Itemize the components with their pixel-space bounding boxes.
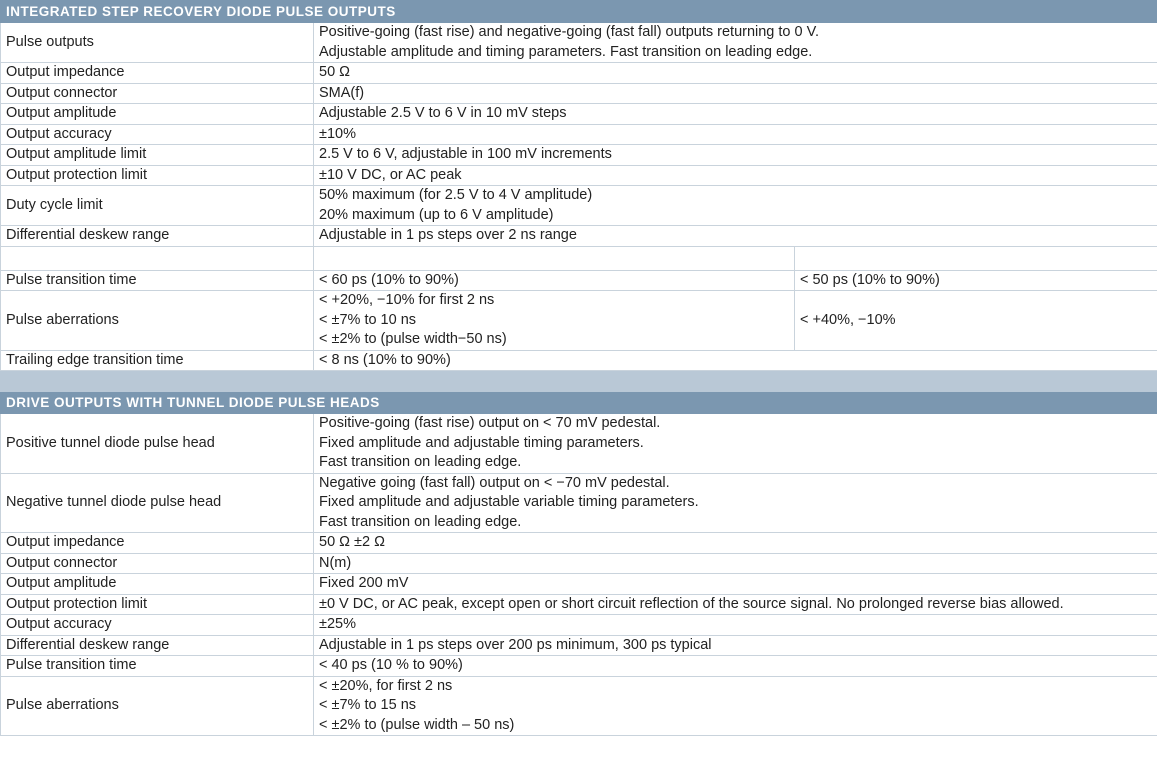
section-header: [1, 392, 1157, 414]
row-label: Output protection limit: [1, 165, 314, 186]
row-value: [314, 414, 1157, 474]
value-line: Adjustable amplitude and timing parameters. Fast transition on leading edge.: [319, 43, 813, 60]
value-line: 50 Ω: [319, 64, 350, 80]
value-line: < +20%, −10% for first 2 ns: [319, 292, 495, 308]
row-value-right: [795, 270, 1157, 291]
table-row: [1, 594, 1157, 615]
section-header: [1, 1, 1157, 23]
row-value-left: [314, 270, 795, 291]
row-label: Negative tunnel diode pulse head: [1, 473, 314, 533]
row-label: Pulse transition time: [1, 270, 314, 291]
row-value: [314, 615, 1157, 636]
row-value: [314, 165, 1157, 186]
spacer-row: [1, 246, 1157, 270]
value-line: < 40 ps (10 % to 90%): [319, 657, 463, 673]
value-line: < ±2% to (pulse width−50 ns): [319, 331, 507, 347]
value-line: Positive-going (fast rise) and negative-going (fast fall) outputs returning to 0 V.: [319, 24, 819, 40]
table-row: [1, 291, 1157, 351]
row-label: Output impedance: [1, 533, 314, 554]
value-line: ±10 V DC, or AC peak: [319, 166, 462, 183]
table-row: [1, 165, 1157, 186]
row-value: [314, 635, 1157, 656]
row-label: Pulse transition time: [1, 656, 314, 677]
row-value: [314, 145, 1157, 166]
value-line: ±25%: [319, 616, 356, 632]
table-row: [1, 23, 1157, 63]
row-value: [314, 23, 1157, 63]
value-line: Fast transition on leading edge.: [319, 513, 522, 530]
row-value: [314, 226, 1157, 247]
value-line: < +40%, −10%: [800, 311, 896, 328]
row-value: [314, 124, 1157, 145]
row-value-right: [795, 291, 1157, 351]
value-line: Adjustable in 1 ps steps over 2 ns range: [319, 227, 577, 243]
row-value: [314, 533, 1157, 554]
row-label: Output connector: [1, 83, 314, 104]
row-value-left: [314, 291, 795, 351]
value-line: N(m): [319, 554, 352, 571]
table-row: [1, 226, 1157, 247]
row-label: Output connector: [1, 553, 314, 574]
row-label: Trailing edge transition time: [1, 350, 314, 371]
row-label: Differential deskew range: [1, 226, 314, 247]
table-row: [1, 83, 1157, 104]
value-line: Fixed 200 mV: [319, 575, 409, 591]
value-line: Negative going (fast fall) output on < −70 mV pedestal.: [319, 474, 670, 491]
value-line: Fixed amplitude and adjustable timing parameters.: [319, 434, 644, 451]
row-label: Pulse aberrations: [1, 676, 314, 736]
section-title: DRIVE OUTPUTS WITH TUNNEL DIODE PULSE HEADS: [1, 392, 1157, 414]
table-row: [1, 104, 1157, 125]
row-label: Output impedance: [1, 63, 314, 84]
divider-cell: [1, 371, 1157, 392]
section-divider: [1, 371, 1157, 392]
value-line: Adjustable 2.5 V to 6 V in 10 mV steps: [319, 105, 567, 121]
row-value: [314, 63, 1157, 84]
row-value: [314, 676, 1157, 736]
row-value: [314, 656, 1157, 677]
value-line: Fixed amplitude and adjustable variable timing parameters.: [319, 494, 699, 510]
table-row: [1, 270, 1157, 291]
table-row: [1, 186, 1157, 226]
table-row: [1, 656, 1157, 677]
value-line: Fast transition on leading edge.: [319, 454, 522, 470]
value-line: 20% maximum (up to 6 V amplitude): [319, 206, 554, 223]
table-row: [1, 124, 1157, 145]
empty-cell: [795, 246, 1157, 270]
value-line: 50% maximum (for 2.5 V to 4 V amplitude): [319, 187, 593, 203]
empty-cell: [1, 246, 314, 270]
table-row: [1, 473, 1157, 533]
table-row: [1, 350, 1157, 371]
table-row: [1, 635, 1157, 656]
value-line: ±10%: [319, 125, 356, 142]
value-line: ±0 V DC, or AC peak, except open or short circuit reflection of the source signal. No prolonged reverse bias allowed.: [319, 595, 1064, 612]
section-title: INTEGRATED STEP RECOVERY DIODE PULSE OUTPUTS: [1, 1, 1157, 23]
row-label: Positive tunnel diode pulse head: [1, 414, 314, 474]
row-value: [314, 104, 1157, 125]
row-value: [314, 473, 1157, 533]
value-line: 2.5 V to 6 V, adjustable in 100 mV increments: [319, 146, 612, 162]
row-label: Output amplitude: [1, 574, 314, 595]
table-row: [1, 676, 1157, 736]
table-row: [1, 574, 1157, 595]
row-value: [314, 83, 1157, 104]
table-row: [1, 63, 1157, 84]
value-line: < ±2% to (pulse width – 50 ns): [319, 716, 515, 733]
row-label: Pulse outputs: [1, 23, 314, 63]
value-line: < 8 ns (10% to 90%): [319, 351, 451, 368]
row-label: Output protection limit: [1, 594, 314, 615]
table-row: [1, 533, 1157, 554]
row-value: [314, 350, 1157, 371]
row-label: Differential deskew range: [1, 635, 314, 656]
row-value: [314, 186, 1157, 226]
table-row: [1, 414, 1157, 474]
row-label: Output accuracy: [1, 124, 314, 145]
row-label: Output accuracy: [1, 615, 314, 636]
empty-cell: [314, 246, 795, 270]
row-label: Output amplitude: [1, 104, 314, 125]
row-label: Pulse aberrations: [1, 291, 314, 351]
value-line: Positive-going (fast rise) output on < 70 mV pedestal.: [319, 415, 661, 431]
value-line: Adjustable in 1 ps steps over 200 ps minimum, 300 ps typical: [319, 636, 712, 653]
value-line: SMA(f): [319, 84, 365, 101]
table-row: [1, 615, 1157, 636]
table-row: [1, 553, 1157, 574]
row-value: [314, 553, 1157, 574]
table-row: [1, 145, 1157, 166]
row-label: Duty cycle limit: [1, 186, 314, 226]
value-line: < ±20%, for first 2 ns: [319, 677, 453, 694]
row-label: Output amplitude limit: [1, 145, 314, 166]
value-line: < ±7% to 15 ns: [319, 697, 417, 713]
row-value: [314, 594, 1157, 615]
value-line: 50 Ω ±2 Ω: [319, 534, 385, 550]
value-line: < ±7% to 10 ns: [319, 311, 417, 328]
value-line: < 60 ps (10% to 90%): [319, 271, 459, 288]
value-line: < 50 ps (10% to 90%): [800, 271, 940, 288]
row-value: [314, 574, 1157, 595]
